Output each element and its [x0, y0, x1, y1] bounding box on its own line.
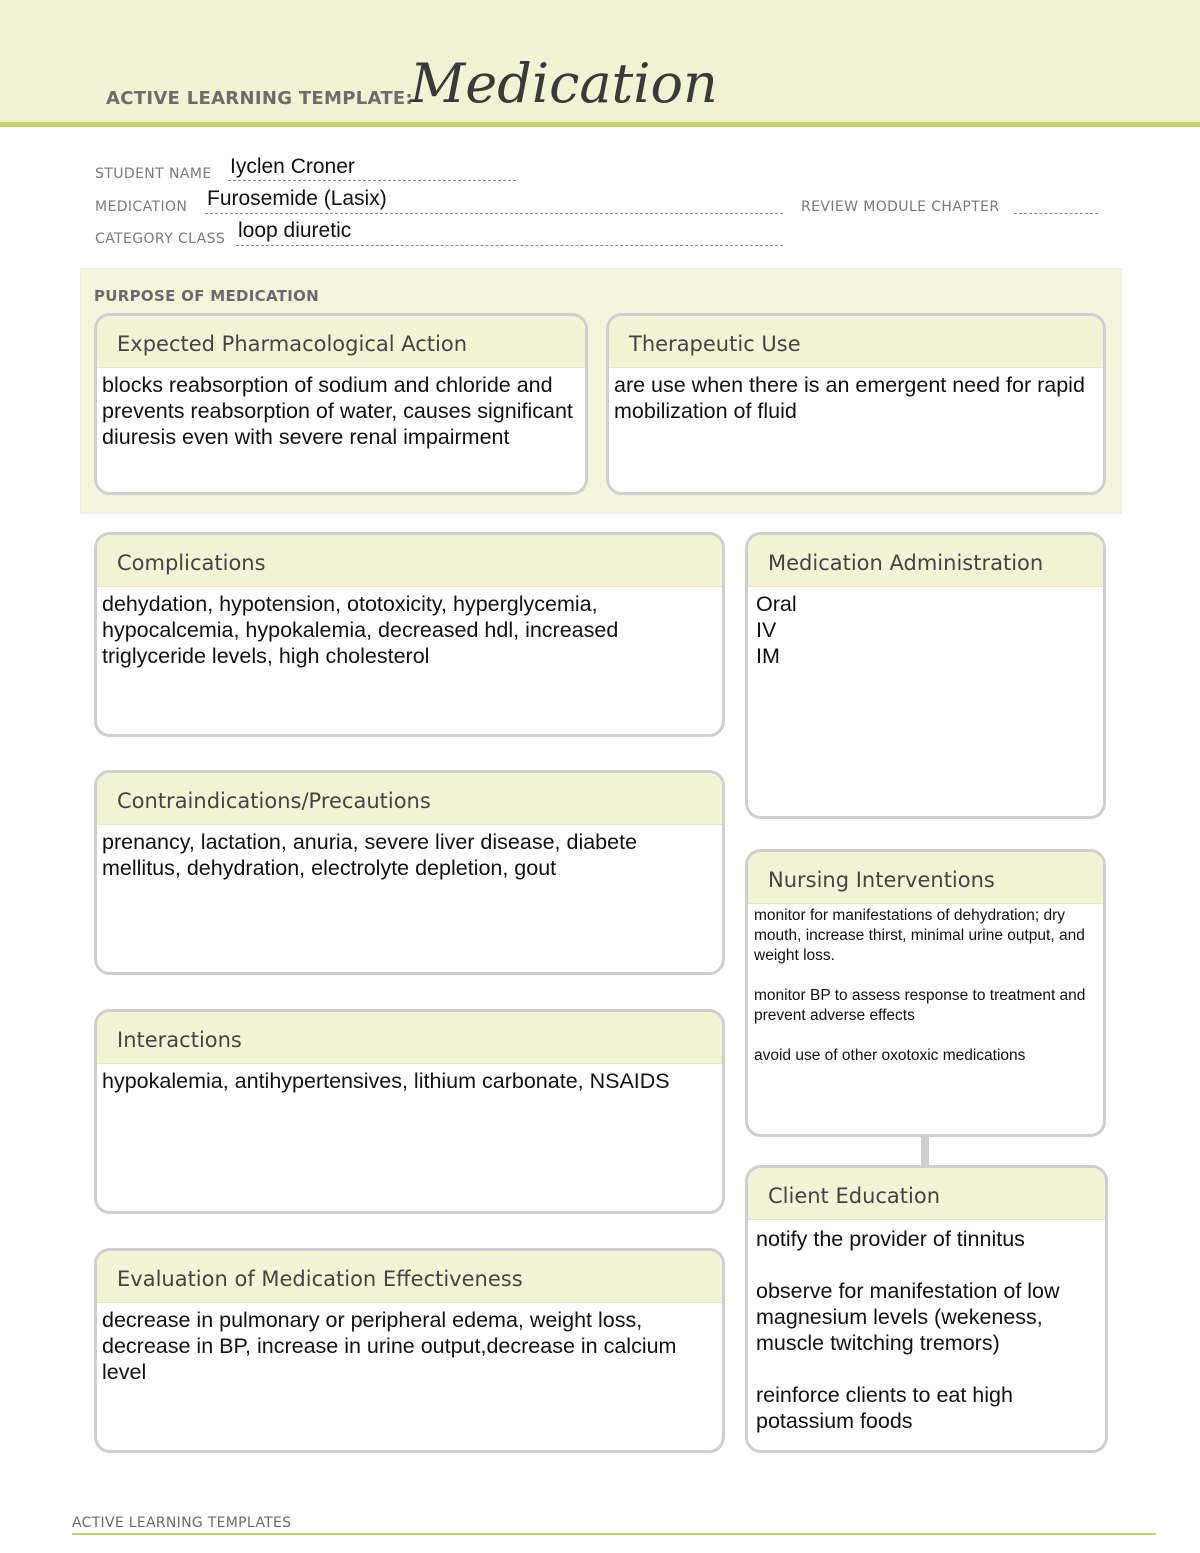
- expected-action-box: [94, 313, 588, 495]
- expected-action-title: Expected Pharmacological Action: [97, 316, 585, 368]
- contraindications-box: [94, 770, 725, 975]
- expected-action-text[interactable]: blocks reabsorption of sodium and chloride and prevents reabsorption of water, causes significant diuresis even with severe renal impairment: [102, 373, 573, 449]
- complications-text[interactable]: dehydation, hypotension, ototoxicity, hyperglycemia, hypocalcemia, hypokalemia, decreased hdl, increased triglyceride levels, high cholesterol: [102, 592, 619, 668]
- administration-title: Medication Administration: [748, 535, 1103, 587]
- category-class-label: CATEGORY CLASS: [95, 231, 226, 247]
- administration-line: Oral: [756, 592, 797, 616]
- box-connector: [921, 1137, 929, 1167]
- client-education-box: [745, 1165, 1108, 1453]
- interactions-title: Interactions: [97, 1012, 722, 1064]
- evaluation-text[interactable]: decrease in pulmonary or peripheral edema, weight loss, decrease in BP, increase in urine output,decrease in calcium level: [102, 1308, 677, 1384]
- therapeutic-use-box: [606, 313, 1106, 495]
- contraindications-title: Contraindications/Precautions: [97, 773, 722, 825]
- administration-text[interactable]: [748, 587, 1103, 669]
- client-education-paragraph: notify the provider of tinnitus: [756, 1227, 1025, 1251]
- footer-rule: [72, 1533, 1156, 1535]
- therapeutic-use-text[interactable]: are use when there is an emergent need for rapid mobilization of fluid: [614, 373, 1085, 423]
- nursing-title: Nursing Interventions: [748, 852, 1103, 904]
- client-education-text[interactable]: [748, 1220, 1105, 1434]
- nursing-text[interactable]: [748, 904, 1103, 1066]
- administration-line: IM: [756, 644, 780, 668]
- administration-line: IV: [756, 618, 777, 642]
- category-class-value[interactable]: loop diuretic: [238, 219, 352, 242]
- evaluation-box: [94, 1248, 725, 1453]
- nursing-paragraph: monitor for manifestations of dehydration; dry mouth, increase thirst, minimal urine output, and weight loss.: [754, 907, 1085, 964]
- review-module-label: REVIEW MODULE CHAPTER: [801, 199, 1000, 215]
- nursing-box: [745, 849, 1106, 1137]
- interactions-text[interactable]: hypokalemia, antihypertensives, lithium carbonate, NSAIDS: [102, 1069, 670, 1093]
- nursing-paragraph: monitor BP to assess response to treatment and prevent adverse effects: [754, 987, 1086, 1024]
- nursing-paragraph: avoid use of other oxotoxic medications: [754, 1047, 1026, 1064]
- medication-value[interactable]: Furosemide (Lasix): [207, 187, 387, 210]
- student-name-label: STUDENT NAME: [95, 166, 212, 182]
- category-class-line: [236, 245, 783, 246]
- student-name-value[interactable]: Iyclen Croner: [230, 155, 355, 178]
- complications-title: Complications: [97, 535, 722, 587]
- client-education-paragraph: observe for manifestation of low magnesium levels (wekeness, muscle twitching tremors): [756, 1279, 1060, 1355]
- complications-box: [94, 532, 725, 737]
- medication-label: MEDICATION: [95, 199, 188, 215]
- administration-box: [745, 532, 1106, 819]
- client-education-title: Client Education: [748, 1168, 1105, 1220]
- student-name-line: [228, 180, 516, 181]
- purpose-label: PURPOSE OF MEDICATION: [94, 287, 320, 305]
- client-education-paragraph: reinforce clients to eat high potassium foods: [756, 1383, 1013, 1433]
- interactions-box: [94, 1009, 725, 1214]
- evaluation-title: Evaluation of Medication Effectiveness: [97, 1251, 722, 1303]
- medication-line: [205, 213, 783, 214]
- template-title: Medication: [410, 52, 718, 115]
- template-label: ACTIVE LEARNING TEMPLATE:: [106, 88, 413, 109]
- footer-label: ACTIVE LEARNING TEMPLATES: [72, 1515, 292, 1531]
- contraindications-text[interactable]: prenancy, lactation, anuria, severe liver disease, diabete mellitus, dehydration, electrolyte depletion, gout: [102, 830, 638, 880]
- therapeutic-use-title: Therapeutic Use: [609, 316, 1103, 368]
- review-module-line[interactable]: [1014, 213, 1098, 214]
- header-rule: [0, 122, 1200, 127]
